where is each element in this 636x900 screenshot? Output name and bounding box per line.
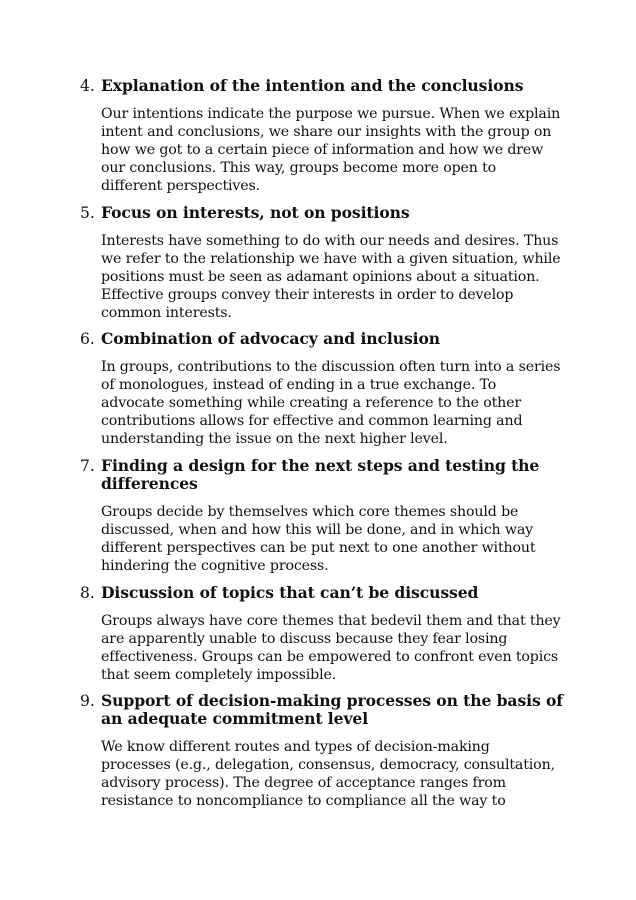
list-item-8 (80, 584, 570, 684)
body-line: resistance to noncompliance to compliance all the way to (101, 793, 506, 810)
item-heading (101, 457, 570, 493)
body-line: effectiveness. Groups can be empowered to confront even topics (101, 649, 559, 666)
body-line: advocate something while creating a reference to the other (101, 395, 522, 412)
list-item-9 (80, 692, 570, 810)
item-body (101, 612, 570, 684)
body-line: In groups, contributions to the discussion often turn into a series (101, 359, 561, 375)
item-number: 5. (80, 204, 95, 222)
body-line: processes (e.g., delegation, consensus, democracy, consultation, (101, 757, 555, 774)
heading-line: Explanation of the intention and the conclusions (101, 76, 524, 95)
body-line: advisory process). The degree of acceptance ranges from (101, 775, 506, 792)
body-line: common interests. (101, 305, 232, 322)
item-body (101, 738, 570, 810)
body-line: Interests have something to do with our needs and desires. Thus (101, 233, 559, 249)
list-item-4 (80, 77, 570, 195)
body-line: our conclusions. This way, groups become more open to (101, 160, 497, 177)
body-line: of monologues, instead of ending in a true exchange. To (101, 377, 497, 394)
body-line: that seem completely impossible. (101, 667, 337, 684)
body-line: how we got to a certain piece of information and how we drew (101, 142, 544, 159)
heading-line: an adequate commitment level (101, 709, 369, 728)
heading-line: Focus on interests, not on positions (101, 203, 410, 222)
heading-line: Finding a design for the next steps and testing the (101, 456, 540, 475)
item-number: 7. (80, 457, 95, 475)
item-number: 4. (80, 77, 95, 95)
item-body (101, 232, 570, 322)
body-line: intent and conclusions, we share our insights with the group on (101, 124, 552, 141)
item-heading (101, 584, 570, 602)
list-item-6 (80, 330, 570, 448)
body-line: contributions allows for effective and common learning and (101, 413, 523, 430)
item-heading (101, 330, 570, 348)
item-body (101, 503, 570, 575)
body-line: different perspectives can be put next to one another without (101, 540, 536, 557)
body-line: are apparently unable to discuss because they fear losing (101, 631, 508, 648)
body-line: Groups always have core themes that bedevil them and that they (101, 613, 561, 629)
item-body (101, 105, 570, 195)
list-item-5 (80, 204, 570, 322)
item-heading (101, 77, 570, 95)
item-body (101, 358, 570, 448)
heading-line: differences (101, 474, 198, 493)
list-item-7 (80, 457, 570, 575)
body-line: different perspectives. (101, 178, 260, 195)
item-number: 9. (80, 692, 95, 710)
item-heading (101, 692, 570, 728)
body-line: positions must be seen as adamant opinions about a situation. (101, 269, 540, 286)
body-line: we refer to the relationship we have with a given situation, while (101, 251, 561, 268)
item-heading (101, 204, 570, 222)
body-line: Groups decide by themselves which core themes should be (101, 504, 519, 520)
heading-line: Combination of advocacy and inclusion (101, 329, 440, 348)
heading-line: Discussion of topics that can’t be discussed (101, 583, 479, 602)
item-number: 6. (80, 330, 95, 348)
body-line: Effective groups convey their interests in order to develop (101, 287, 514, 304)
heading-line: Support of decision-making processes on the basis of (101, 691, 563, 710)
body-line: Our intentions indicate the purpose we pursue. When we explain (101, 106, 561, 122)
body-line: understanding the issue on the next higher level. (101, 431, 448, 448)
body-line: We know different routes and types of decision-making (101, 739, 490, 755)
body-line: hindering the cognitive process. (101, 558, 329, 575)
body-line: discussed, when and how this will be done, and in which way (101, 522, 534, 539)
item-number: 8. (80, 584, 95, 602)
